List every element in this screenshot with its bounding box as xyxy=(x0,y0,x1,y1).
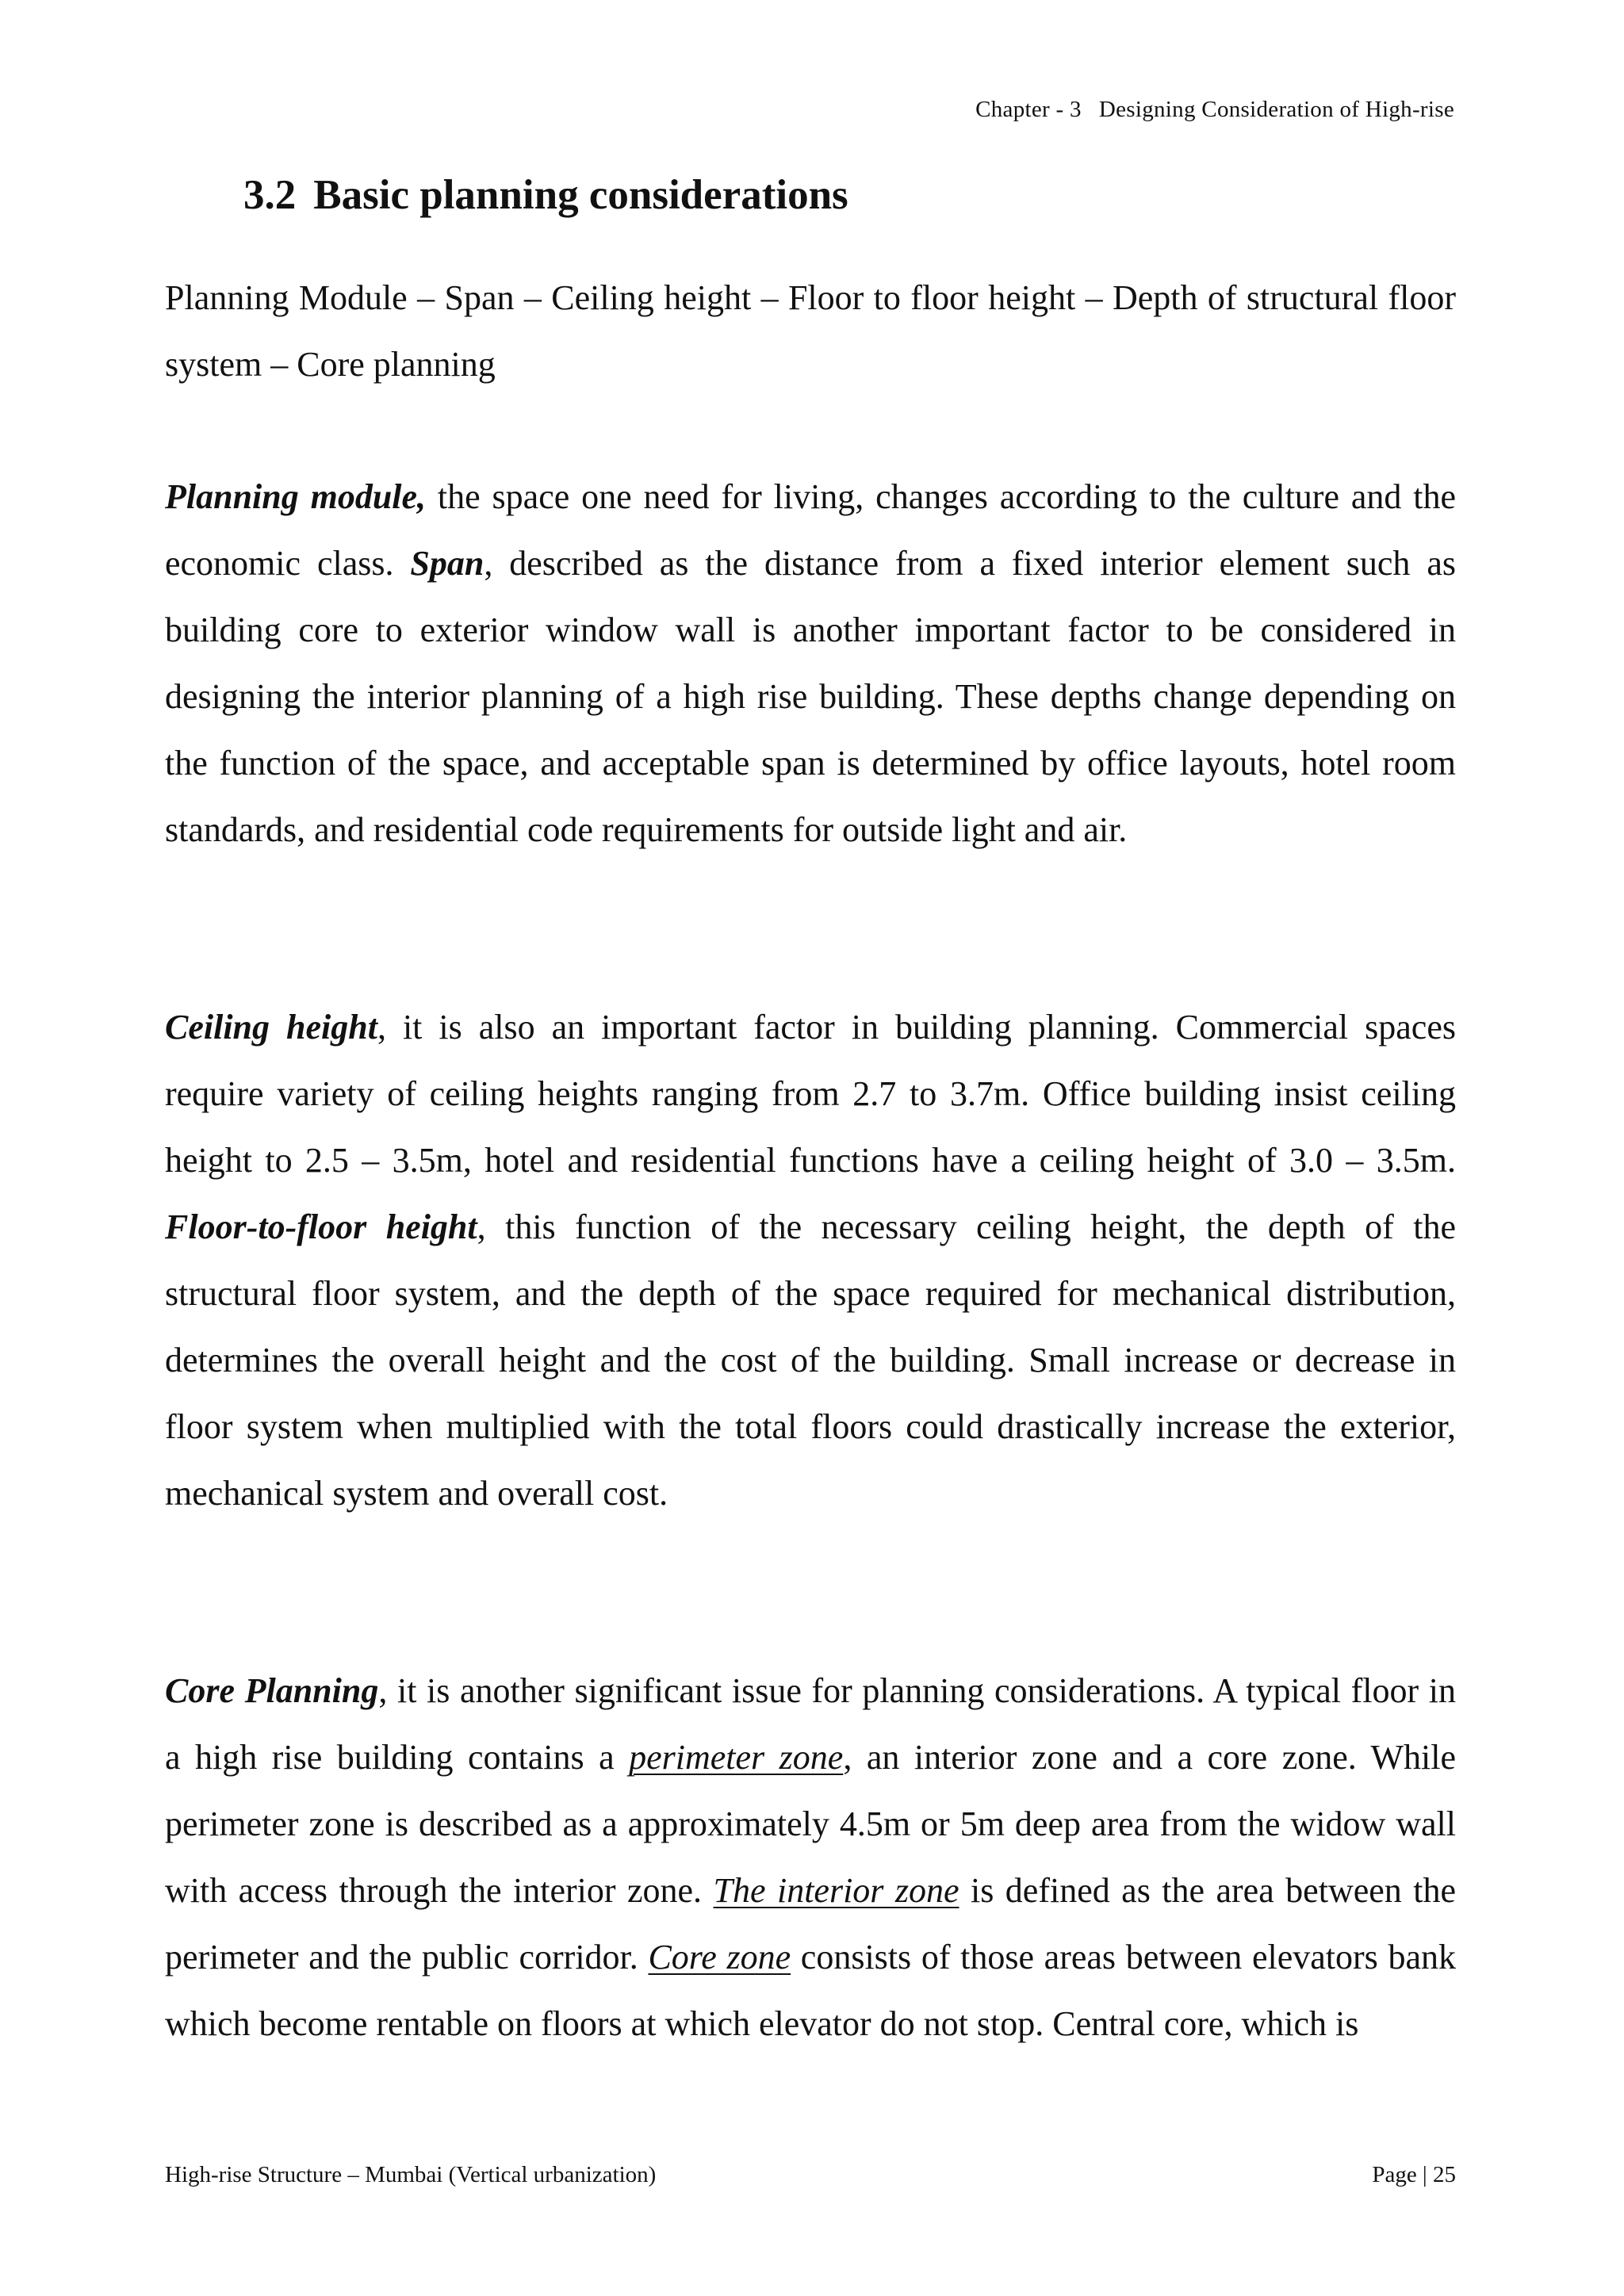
term-core-planning: Core Planning xyxy=(165,1671,379,1710)
intro-topics: Planning Module – Span – Ceiling height – Floor to floor height – Depth of structural floor system – Core planning xyxy=(165,278,1456,384)
term-perimeter-zone: perimeter zone xyxy=(629,1738,844,1777)
paragraph-text: , described as the distance from a fixed interior element such as building core to exterior window wall is another important factor to be considered in designing the interior planning of a high rise building. These depths change depending on the function of the space, and acceptable span is determined by office layouts, hotel room standards, and residential code requirements for outside light and air. xyxy=(165,544,1456,849)
paragraph-ceiling-height xyxy=(165,994,1456,1527)
paragraph-text: , this function of the necessary ceiling height, the depth of the structural floor system, and the depth of the space required for mechanical distribution, determines the overall height and the cost of the building. Small increase or decrease in floor system when multiplied with the total floors could drastically increase the exterior, mechanical system and overall cost. xyxy=(165,1207,1457,1513)
paragraph-text: , it is also an important factor in building planning. Commercial spaces require variety of ceiling heights ranging from 2.7 to 3.7m. Office building insist ceiling height to 2.5 – 3.5m, hotel and residential functions have a ceiling height of 3.0 – 3.5m. xyxy=(165,1008,1456,1180)
term-interior-zone: The interior zone xyxy=(713,1871,959,1910)
section-title: Basic planning considerations xyxy=(313,172,848,218)
term-core-zone: Core zone xyxy=(648,1938,791,1976)
page-number: Page | 25 xyxy=(1372,2162,1456,2187)
paragraph-text: , it is another significant issue for planning considerations. A typical floor in a high rise building contains a xyxy=(165,1671,1456,1777)
term-span: Span xyxy=(410,544,485,583)
footer-document-title: High-rise Structure – Mumbai (Vertical urbanization) xyxy=(165,2162,657,2187)
term-ceiling-height: Ceiling height xyxy=(165,1008,377,1047)
paragraph-planning-module xyxy=(165,464,1456,863)
term-planning-module: Planning module, xyxy=(165,477,427,516)
section-heading xyxy=(243,171,848,219)
paragraph-text: , an interior zone and a core zone. While perimeter zone is described as a approximately 4.5m or 5m deep area from the widow wall with access through the interior zone. xyxy=(165,1738,1456,1910)
paragraph-text: is defined as the area between the perimeter and the public corridor. xyxy=(165,1871,1456,1976)
section-number: 3.2 xyxy=(243,172,297,218)
paragraph-text: the space one need for living, changes according to the culture and the economic class. xyxy=(165,477,1456,583)
chapter-number: Chapter - 3 xyxy=(975,97,1082,122)
chapter-title: Designing Consideration of High-rise xyxy=(1098,97,1454,122)
paragraph-core-planning xyxy=(165,1658,1456,2057)
paragraph-text: consists of those areas between elevators bank which become rentable on floors at which elevator do not stop. Central core, which is xyxy=(165,1938,1456,2043)
term-floor-to-floor-height: Floor-to-floor height xyxy=(165,1207,477,1246)
running-header xyxy=(975,97,1454,123)
